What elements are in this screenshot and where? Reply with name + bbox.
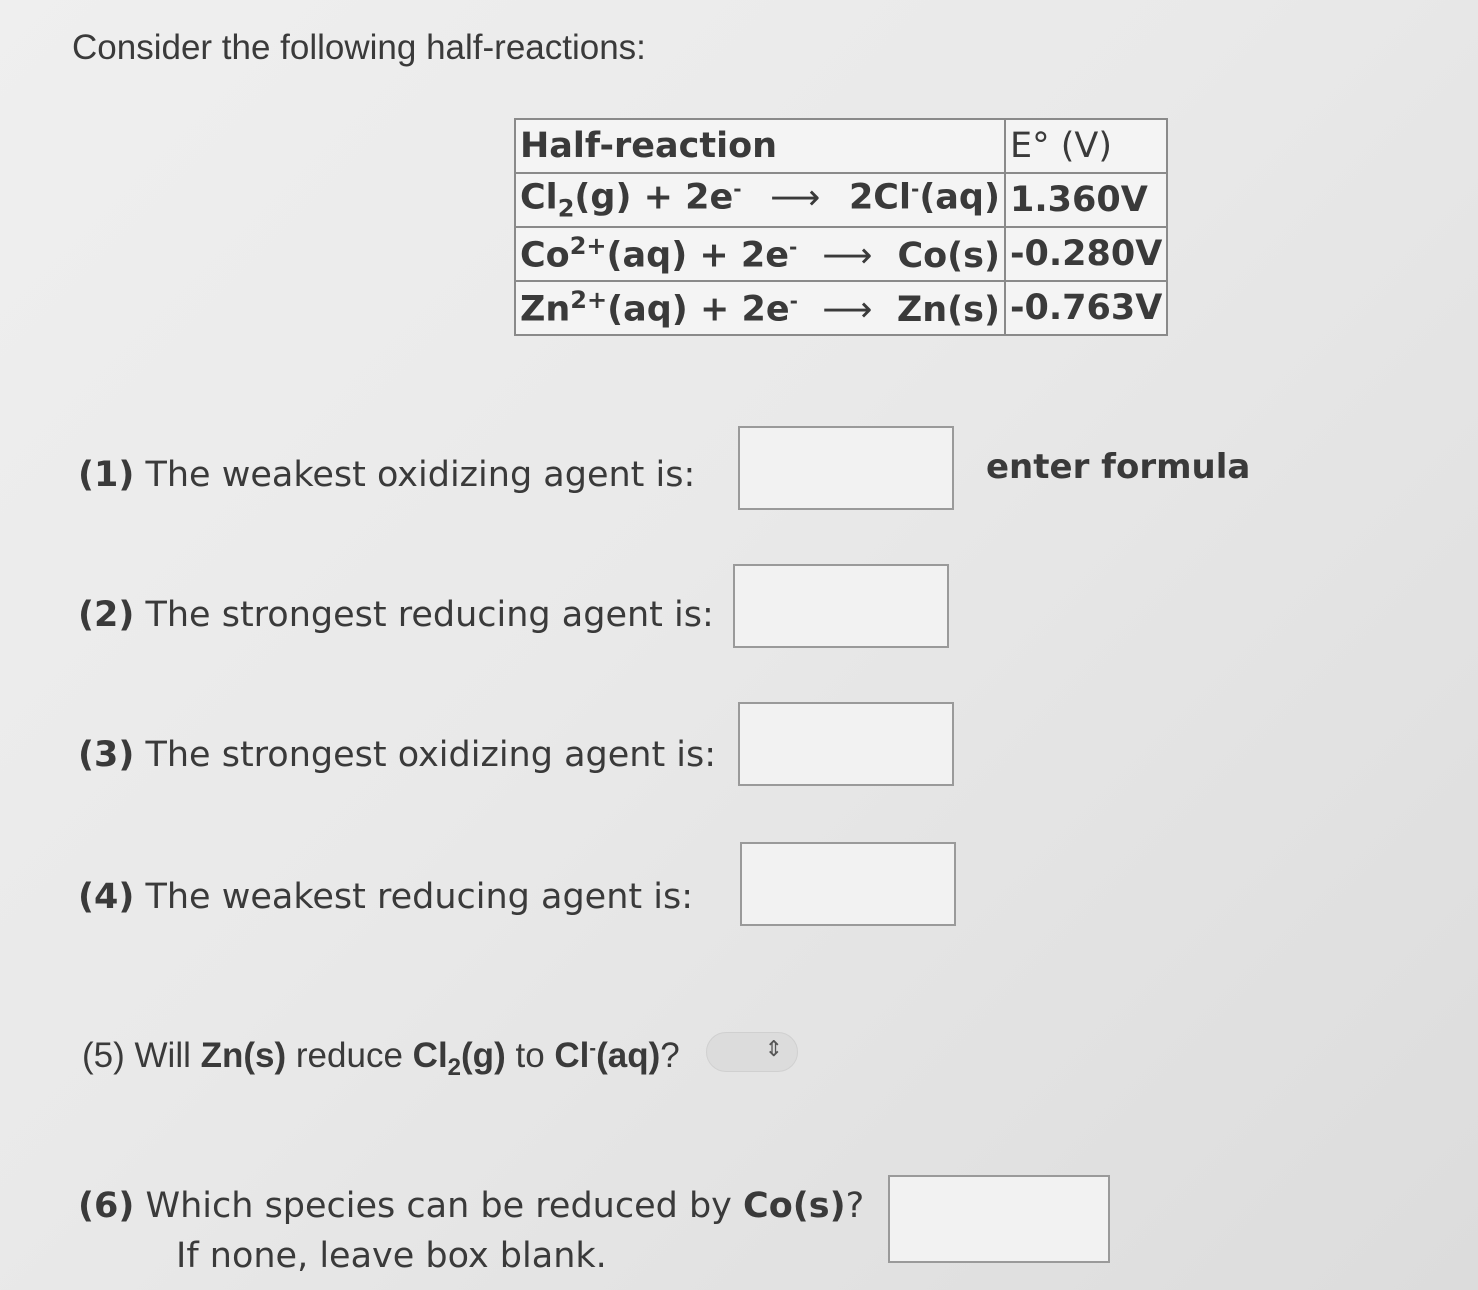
question-number: (6) [78, 1186, 135, 1226]
reaction-arrow: ⟶ [822, 235, 873, 276]
question-3 [78, 735, 716, 775]
question-text: The weakest reducing agent is: [145, 877, 693, 917]
species-zn: Zn(s) [200, 1036, 287, 1075]
reaction-rhs: Co(s) [897, 235, 1000, 276]
reaction-rhs: Zn(s) [896, 289, 1000, 330]
question-6-note: If none, leave box blank. [176, 1236, 607, 1276]
question-1 [78, 455, 695, 495]
reaction-arrow: ⟶ [822, 289, 873, 330]
reaction-lhs: $Cl_2(g) + 2e^-$ [520, 177, 742, 223]
question-number: (3) [78, 735, 135, 775]
chevron-up-down-icon: ⇕ [764, 1037, 783, 1062]
answer-input-3[interactable] [738, 702, 954, 786]
half-reaction-table [514, 118, 1168, 336]
species-cl-ion: Cl-(aq) [554, 1036, 661, 1075]
table-row [515, 227, 1167, 281]
table-row [515, 281, 1167, 335]
reaction-lhs: $Zn^{2+}(aq) + 2e^-$ [520, 286, 798, 330]
question-number: (4) [78, 877, 135, 917]
species-cl2: $Cl_2(g)$ [412, 1036, 506, 1081]
header-half-reaction: Half-reaction [515, 119, 1005, 173]
e-value: -0.280V [1005, 227, 1167, 281]
yes-no-select[interactable] [706, 1032, 798, 1072]
table-header-row [515, 119, 1167, 173]
question-4 [78, 877, 693, 917]
question-number: (5) [82, 1036, 125, 1075]
reaction-rhs: 2Cl-(aq) [848, 177, 1000, 218]
question-text: The strongest oxidizing agent is: [145, 735, 717, 775]
reaction-lhs: $Co^{2+}(aq) + 2e^-$ [520, 232, 798, 276]
answer-input-6[interactable] [888, 1175, 1110, 1263]
species-co: Co(s) [743, 1186, 846, 1226]
question-text: The weakest oxidizing agent is: [145, 455, 696, 495]
question-text: The strongest reducing agent is: [145, 595, 714, 635]
intro-text: Consider the following half-reactions: [72, 28, 646, 67]
question-6: (6) Which species can be reduced by Co(s)? [78, 1186, 865, 1226]
e-value: -0.763V [1005, 281, 1167, 335]
table-row [515, 173, 1167, 227]
enter-formula-hint: enter formula [986, 447, 1251, 487]
header-e-potential: E° (V) [1005, 119, 1167, 173]
question-5: (5) Will Zn(s) reduce $Cl_2(g)$ to Cl-(aq)? [82, 1036, 680, 1081]
e-value: 1.360V [1005, 173, 1167, 227]
reaction-arrow: ⟶ [770, 177, 821, 218]
answer-input-2[interactable] [733, 564, 949, 648]
question-text: Which species can be reduced by [145, 1186, 732, 1226]
question-2 [78, 595, 714, 635]
question-number: (2) [78, 595, 135, 635]
question-number: (1) [78, 455, 135, 495]
answer-input-4[interactable] [740, 842, 956, 926]
answer-input-1[interactable] [738, 426, 954, 510]
